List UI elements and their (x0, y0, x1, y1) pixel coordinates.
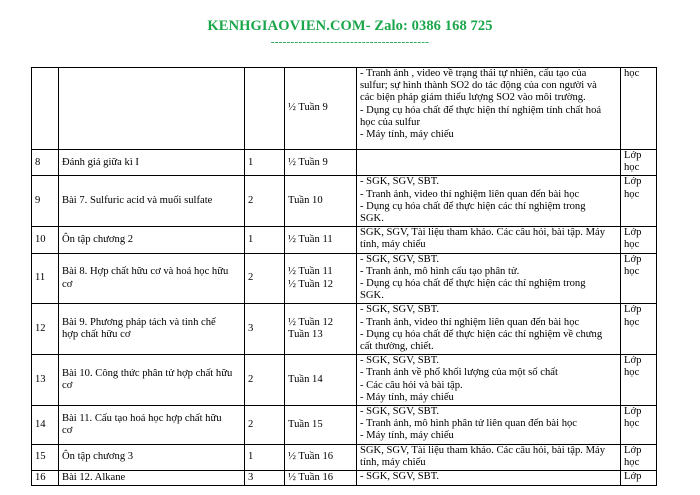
week-cell (285, 406, 357, 445)
location-line: Lớp (624, 444, 642, 456)
week-cell (285, 176, 357, 227)
resources-line: - SGK, SGV, SBT. (360, 176, 440, 188)
week-cell (285, 227, 357, 253)
table-row (32, 304, 657, 355)
location-cell (621, 406, 657, 445)
table-row (32, 176, 657, 227)
resources-line: học của sulfur (360, 116, 421, 128)
location-cell (621, 227, 657, 253)
period-count-cell: 2 (245, 176, 285, 227)
resources-cell (357, 227, 621, 253)
lesson-name-cell (59, 176, 245, 227)
resources-line: - SGK, SGV, SBT. (360, 471, 440, 483)
resources-cell (357, 253, 621, 304)
resources-cell (357, 176, 621, 227)
location-line: học (624, 316, 640, 328)
lesson-name-cell (59, 253, 245, 304)
table-row (32, 227, 657, 253)
location-line: học (624, 162, 640, 174)
row-number-cell: 8 (32, 150, 59, 176)
location-line: Lớp (624, 176, 642, 188)
week-line: Tuần 13 (288, 329, 323, 341)
lesson-name-line: Bài 8. Hợp chất hữu cơ và hoá học hữu (62, 266, 229, 278)
week-line: ½ Tuần 12 (288, 317, 334, 329)
week-line: ½ Tuần 11 (288, 233, 333, 245)
lesson-name-cell (59, 471, 245, 486)
location-cell (621, 253, 657, 304)
period-count-cell: 3 (245, 471, 285, 486)
lesson-name-line: cơ (62, 380, 73, 392)
row-number-cell: 9 (32, 176, 59, 227)
resources-line: - Dụng cụ hóa chất để thực hiện các thí nghiệm trong (360, 200, 586, 212)
resources-line: - Máy tính, máy chiếu (360, 430, 454, 442)
resources-line: - SGK, SGV, SBT. (360, 406, 440, 418)
period-count-cell: 2 (245, 406, 285, 445)
period-count-cell: 2 (245, 355, 285, 406)
location-cell (621, 304, 657, 355)
week-line: Tuần 10 (288, 195, 323, 207)
resources-line: - Tranh ảnh, mô hình cấu tạo phân tử. (360, 265, 520, 277)
resources-cell (357, 355, 621, 406)
location-line: học (624, 367, 640, 379)
resources-line: - SGK, SGV, SBT. (360, 304, 440, 316)
resources-line: - Dụng cụ hóa chất để thực hiện thí nghiệm tính chất hoá (360, 104, 602, 116)
lesson-name-line: Bài 9. Phương pháp tách và tinh chế (62, 317, 216, 329)
lesson-name-line: Bài 11. Cấu tạo hoá học hợp chất hữu (62, 412, 222, 424)
row-number-cell: 14 (32, 406, 59, 445)
resources-line: - Tranh ảnh, video thí nghiệm liên quan đến bài học (360, 188, 580, 200)
location-cell (621, 444, 657, 470)
period-count-cell: 1 (245, 150, 285, 176)
row-number-cell: 16 (32, 471, 59, 486)
resources-line: - Tranh ảnh, mô hình phân tử liên quan đến bài học (360, 418, 577, 430)
resources-line: SGK. (360, 213, 384, 225)
location-cell (621, 355, 657, 406)
resources-line: - Các câu hỏi và bài tập. (360, 379, 463, 391)
lesson-name-line: Ôn tập chương 2 (62, 233, 134, 245)
resources-cell (357, 68, 621, 150)
period-count-cell: 3 (245, 304, 285, 355)
location-line: Lớp (624, 471, 642, 483)
row-number-cell: 15 (32, 444, 59, 470)
week-line: ½ Tuần 11 (288, 266, 333, 278)
lesson-plan-table (31, 67, 657, 486)
lesson-name-line: Ôn tập chương 3 (62, 451, 134, 463)
week-line: Tuần 14 (288, 374, 323, 386)
location-line: Lớp (624, 406, 642, 418)
resources-cell (357, 150, 621, 176)
lesson-name-cell (59, 227, 245, 253)
lesson-plan-body (32, 68, 657, 486)
row-number-cell: 13 (32, 355, 59, 406)
week-cell (285, 253, 357, 304)
resources-cell (357, 471, 621, 486)
week-line: ½ Tuần 16 (288, 472, 334, 484)
location-line: học (624, 68, 640, 79)
lesson-name-line: cơ (62, 278, 73, 290)
resources-line: - Dụng cụ hóa chất để thực hiện các thí nghiệm trong (360, 278, 586, 290)
week-cell (285, 150, 357, 176)
resources-line: - SGK, SGV, SBT. (360, 355, 440, 367)
week-cell (285, 444, 357, 470)
site-banner-title: KENHGIAOVIEN.COM- Zalo: 0386 168 725 (207, 18, 493, 34)
table-row (32, 355, 657, 406)
resources-line: - SGK, SGV, SBT. (360, 253, 440, 265)
location-cell (621, 471, 657, 486)
banner-underline: ---------------------------------------- (270, 36, 430, 48)
resources-cell (357, 304, 621, 355)
resources-line: sulfur; sự hình thành SO2 do tác động của con người và (360, 80, 597, 92)
lesson-name-cell (59, 150, 245, 176)
location-line: học (624, 188, 640, 200)
week-cell (285, 355, 357, 406)
lesson-name-cell (59, 304, 245, 355)
week-line: ½ Tuần 9 (288, 156, 328, 168)
table-row (32, 68, 657, 150)
lesson-name-cell (59, 406, 245, 445)
resources-line: - Máy tính, máy chiếu (360, 391, 454, 403)
row-number-cell: 11 (32, 253, 59, 304)
location-line: Lớp (624, 150, 642, 161)
resources-line: - Tranh ảnh về phổ khối lượng của một số chất (360, 367, 558, 379)
resources-line: - Tranh ảnh, video thí nghiệm liên quan đến bài học (360, 316, 580, 328)
row-number-cell (32, 68, 59, 150)
table-row (32, 444, 657, 470)
lesson-name-line: Bài 12. Alkane (62, 472, 126, 484)
location-line: Lớp (624, 355, 642, 367)
lesson-name-line: cơ (62, 424, 73, 436)
row-number-cell: 10 (32, 227, 59, 253)
resources-cell (357, 444, 621, 470)
location-cell (621, 68, 657, 150)
week-line: ½ Tuần 12 (288, 278, 334, 290)
row-number-cell: 12 (32, 304, 59, 355)
lesson-name-line: hợp chất hữu cơ (62, 329, 131, 341)
resources-line: tính, máy chiếu (360, 239, 426, 251)
period-count-cell: 1 (245, 444, 285, 470)
table-row (32, 150, 657, 176)
location-line: Lớp (624, 253, 642, 265)
lesson-name-cell (59, 444, 245, 470)
week-line: ½ Tuần 9 (288, 102, 328, 114)
table-row (32, 253, 657, 304)
resources-line: - Tranh ảnh , video về trạng thái tự nhiên, cấu tạo của (360, 68, 587, 79)
resources-line: cất thường, chiết. (360, 341, 434, 353)
resources-line: tính, máy chiếu (360, 456, 426, 468)
location-cell (621, 176, 657, 227)
lesson-name-line: Bài 7. Sulfuric acid và muối sulfate (62, 195, 213, 207)
location-line: học (624, 418, 640, 430)
table-row (32, 406, 657, 445)
period-count-cell: 1 (245, 227, 285, 253)
resources-line: - Máy tính, máy chiếu (360, 129, 454, 141)
week-cell (285, 304, 357, 355)
week-line: ½ Tuần 16 (288, 451, 334, 463)
lesson-name-line: Đánh giá giữa kì I (62, 156, 139, 168)
resources-line: SGK. (360, 290, 384, 302)
lesson-name-line: Bài 10. Công thức phân tử hợp chất hữu (62, 367, 233, 379)
location-line: học (624, 456, 640, 468)
resources-line: các biện pháp giảm thiểu lượng SO2 vào môi trường. (360, 92, 586, 104)
week-cell (285, 471, 357, 486)
location-cell (621, 150, 657, 176)
location-line: Lớp (624, 227, 642, 239)
location-line: học (624, 265, 640, 277)
resources-line: SGK, SGV, Tài liệu tham khảo. Các câu hỏi, bài tập. Máy (360, 444, 605, 456)
location-line: học (624, 239, 640, 251)
lesson-name-cell (59, 355, 245, 406)
resources-line: SGK, SGV, Tài liệu tham khảo. Các câu hỏi, bài tập. Máy (360, 227, 605, 239)
week-cell (285, 68, 357, 150)
period-count-cell (245, 68, 285, 150)
table-row (32, 471, 657, 486)
lesson-name-cell (59, 68, 245, 150)
period-count-cell: 2 (245, 253, 285, 304)
location-line: Lớp (624, 304, 642, 316)
resources-line: - Dụng cụ hóa chất để thực hiện các thí nghiệm về chưng (360, 328, 603, 340)
resources-cell (357, 406, 621, 445)
week-line: Tuần 15 (288, 418, 323, 430)
